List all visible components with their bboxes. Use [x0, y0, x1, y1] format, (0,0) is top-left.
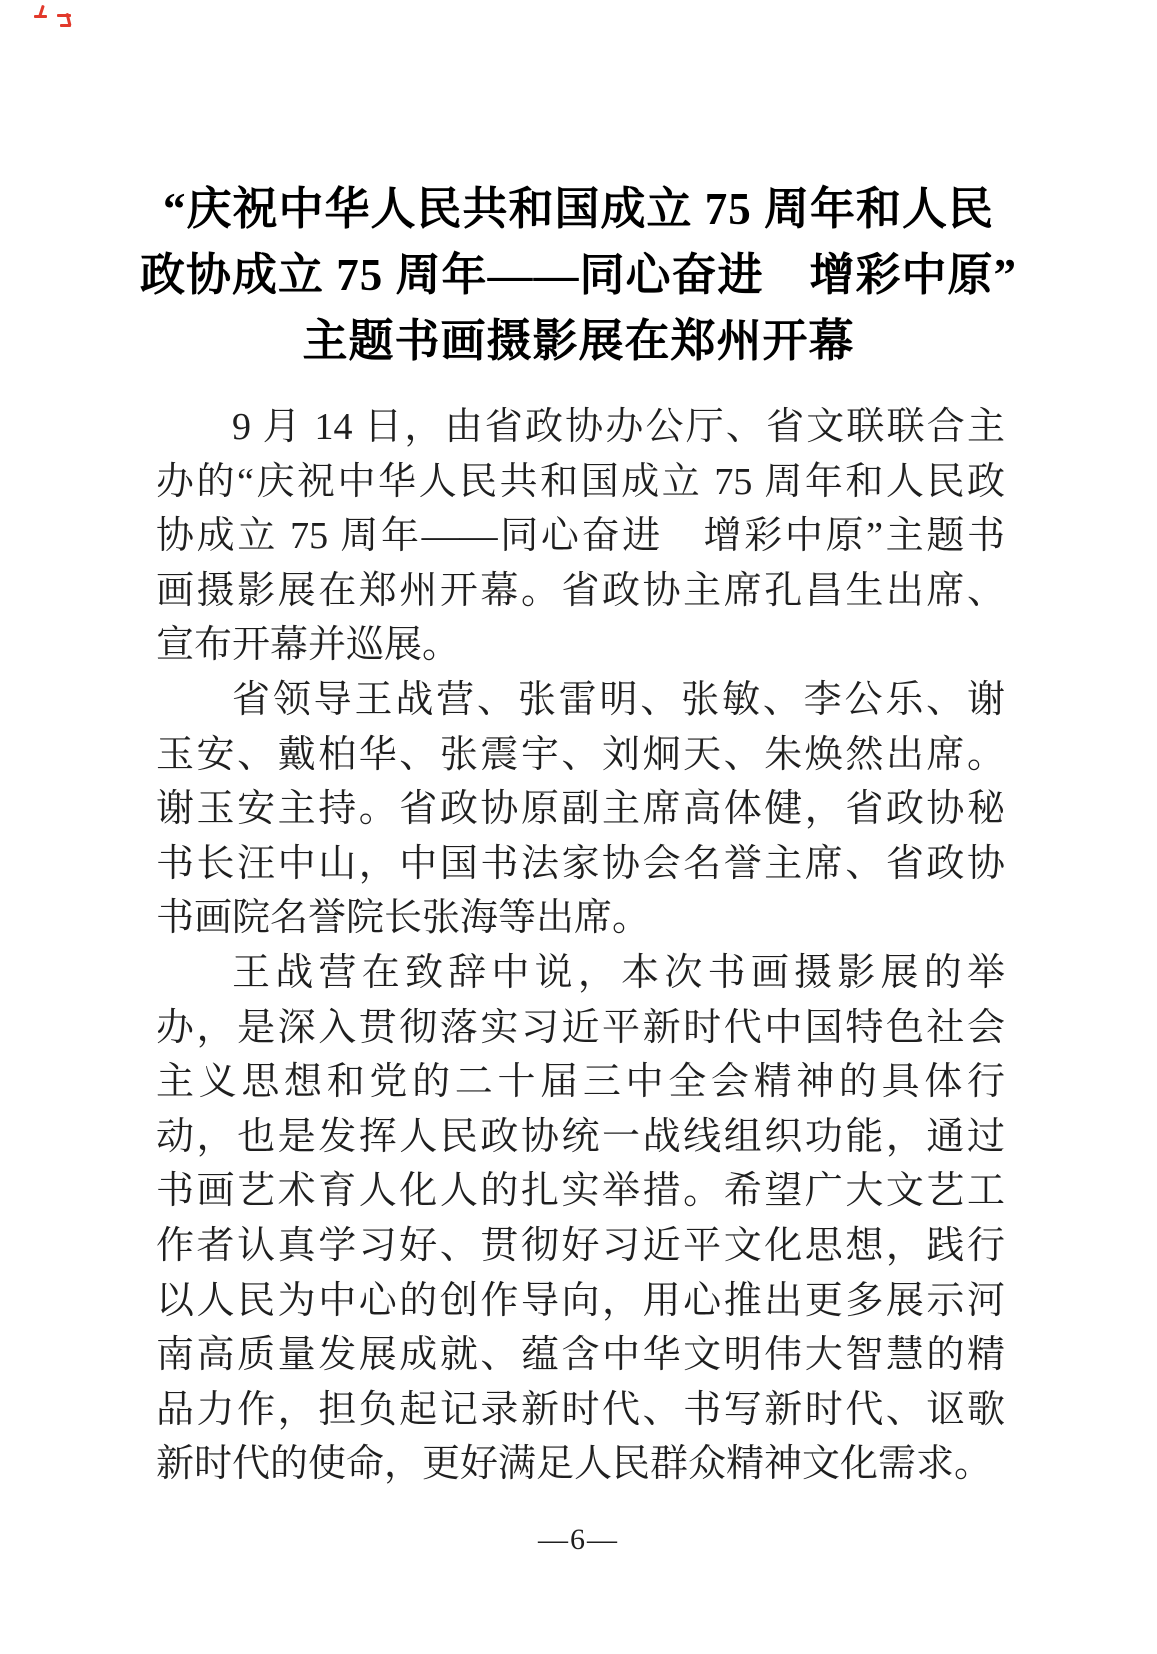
title-line-1: “庆祝中华人民共和国成立 75 周年和人民: [162, 184, 994, 235]
paragraph-3: [156, 946, 1005, 1492]
text-line: 办的“庆祝中华人民共和国成立 75 周年和人民政: [156, 460, 1005, 503]
text-line: 新时代的使命，更好满足人民群众精神文化需求。: [156, 1443, 993, 1486]
title-line-3: 主题书画摄影展在郑州开幕: [302, 316, 855, 367]
text-line: 作者认真学习好、贯彻好习近平文化思想，践行: [156, 1224, 1005, 1267]
text-line: 品力作，担负起记录新时代、书写新时代、讴歌: [156, 1388, 1005, 1431]
text-line: 9 月 14 日，由省政协办公厅、省文联联合主: [232, 406, 1005, 448]
text-line: 谢玉安主持。省政协原副主席高体健，省政协秘: [156, 788, 1005, 831]
text-line: 画摄影展在郑州开幕。省政协主席孔昌生出席、: [156, 569, 1005, 612]
text-line: 动，也是发挥人民政协统一战线组织功能，通过: [156, 1115, 1005, 1158]
text-line: 王战营在致辞中说，本次书画摄影展的举: [232, 951, 1005, 994]
paragraph-2: [156, 673, 1005, 946]
text-line: 省领导王战营、张雷明、张敏、李公乐、谢: [232, 678, 1005, 721]
red-artifact-mark: [57, 12, 79, 28]
red-artifact-mark: [33, 5, 51, 19]
document-body: [156, 400, 1005, 1492]
document-title: [0, 176, 1157, 374]
text-line: 以人民为中心的创作导向，用心推出更多展示河: [156, 1279, 1005, 1322]
text-line: 宣布开幕并巡展。: [156, 624, 461, 667]
text-line: 办，是深入贯彻落实习近平新时代中国特色社会: [156, 1006, 1005, 1049]
text-line: 玉安、戴柏华、张震宇、刘炯天、朱焕然出席。: [156, 733, 1005, 776]
text-line: 书画艺术育人化人的扎实举措。希望广大文艺工: [156, 1170, 1005, 1213]
text-line: 书长汪中山，中国书法家协会名誉主席、省政协: [156, 842, 1005, 885]
text-line: 协成立 75 周年——同心奋进 增彩中原”主题书: [156, 515, 1005, 558]
paragraph-1: [156, 400, 1005, 673]
text-line: 南高质量发展成就、蕴含中华文明伟大智慧的精: [156, 1334, 1005, 1377]
text-line: 主义思想和党的二十届三中全会精神的具体行: [156, 1061, 1005, 1104]
title-line-2: 政协成立 75 周年——同心奋进 增彩中原”: [139, 250, 1017, 301]
text-line: 书画院名誉院长张海等出席。: [156, 897, 651, 940]
page-number: —6—: [538, 1523, 619, 1556]
